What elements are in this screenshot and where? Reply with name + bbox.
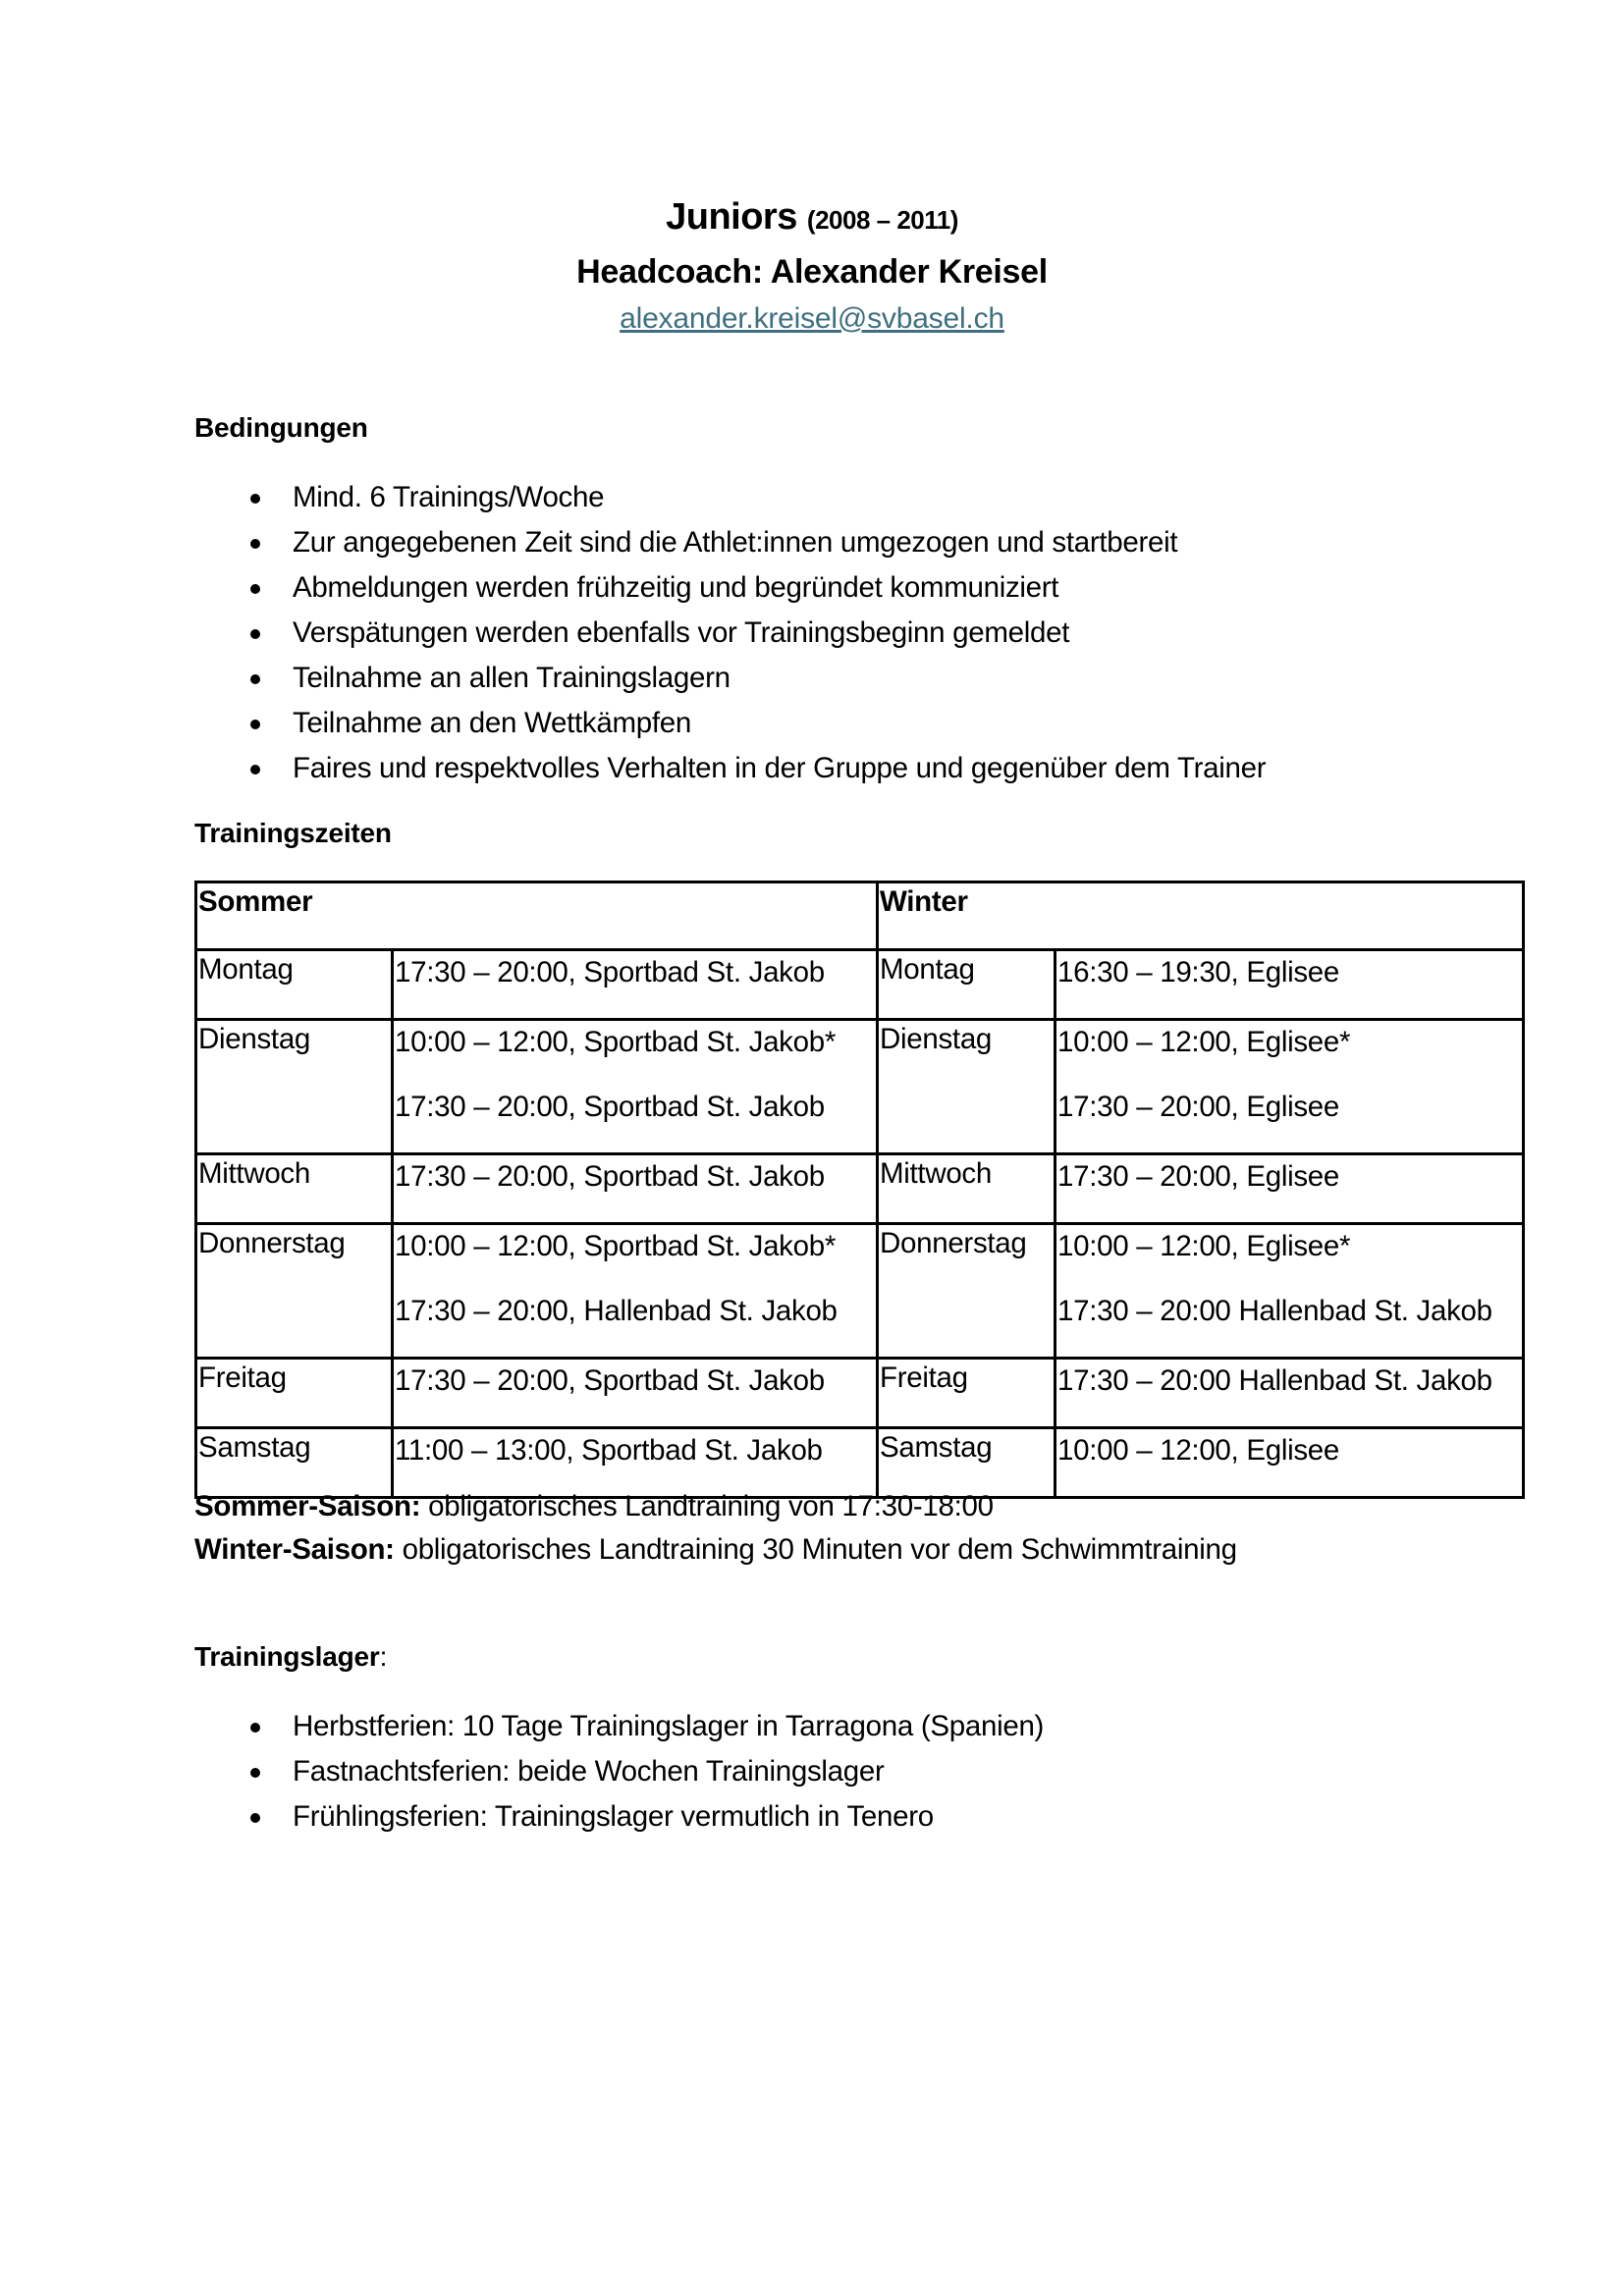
- list-item: Abmeldungen werden frühzeitig und begründet kommuniziert: [194, 565, 1266, 611]
- winter-time: 10:00 – 12:00, Eglisee: [1056, 1428, 1524, 1498]
- summer-day: Mittwoch: [196, 1154, 393, 1224]
- summer-time: 10:00 – 12:00, Sportbad St. Jakob* 17:30 – 20:00, Hallenbad St. Jakob: [393, 1224, 878, 1359]
- bullet-icon: [250, 1813, 260, 1823]
- winter-time: 16:30 – 19:30, Eglisee: [1056, 950, 1524, 1020]
- summer-header: Sommer: [196, 882, 878, 950]
- list-item: Faires und respektvolles Verhalten in der Gruppe und gegenüber dem Trainer: [194, 746, 1266, 791]
- bullet-icon: [250, 720, 260, 729]
- bullet-icon: [250, 539, 260, 549]
- list-item: Frühlingsferien: Trainingslager vermutlich in Tenero: [194, 1794, 1044, 1840]
- headcoach-line: Headcoach: Alexander Kreisel: [576, 253, 1048, 291]
- summer-day: Freitag: [196, 1359, 393, 1428]
- summer-season-note: Sommer-Saison: obligatorisches Landtraining von 17:30-18:00: [194, 1490, 994, 1522]
- schedule-heading: Trainingszeiten: [194, 818, 392, 848]
- title-text: Juniors: [666, 196, 797, 238]
- winter-time: 10:00 – 12:00, Eglisee* 17:30 – 20:00, Eglisee: [1056, 1020, 1524, 1154]
- bullet-icon: [250, 584, 260, 594]
- table-row: [196, 1154, 1524, 1224]
- list-item: Fastnachtsferien: beide Wochen Trainingslager: [194, 1749, 1044, 1794]
- list-item: Teilnahme an den Wettkämpfen: [194, 701, 1266, 746]
- winter-day: Freitag: [878, 1359, 1056, 1428]
- winter-header: Winter: [878, 882, 1524, 950]
- summer-day: Donnerstag: [196, 1224, 393, 1359]
- list-item: Herbstferien: 10 Tage Trainingslager in Tarragona (Spanien): [194, 1704, 1044, 1749]
- list-item: Verspätungen werden ebenfalls vor Trainingsbeginn gemeldet: [194, 611, 1266, 656]
- training-schedule-table: [194, 881, 1525, 1499]
- table-row: [196, 1359, 1524, 1428]
- table-header-row: [196, 882, 1524, 950]
- summer-season-label: Sommer-Saison:: [194, 1490, 421, 1522]
- bullet-icon: [250, 765, 260, 774]
- winter-time: 10:00 – 12:00, Eglisee* 17:30 – 20:00 Hallenbad St. Jakob: [1056, 1224, 1524, 1359]
- table-row: [196, 950, 1524, 1020]
- summer-time: 11:00 – 13:00, Sportbad St. Jakob: [393, 1428, 878, 1498]
- camps-heading: Trainingslager:: [194, 1641, 388, 1672]
- table-row: [196, 1224, 1524, 1359]
- winter-day: Mittwoch: [878, 1154, 1056, 1224]
- summer-time: 17:30 – 20:00, Sportbad St. Jakob: [393, 1359, 878, 1428]
- conditions-heading: Bedingungen: [194, 412, 368, 443]
- page-title: [0, 196, 1624, 239]
- summer-day: Montag: [196, 950, 393, 1020]
- summer-time: 10:00 – 12:00, Sportbad St. Jakob* 17:30 – 20:00, Sportbad St. Jakob: [393, 1020, 878, 1154]
- winter-season-label: Winter-Saison:: [194, 1533, 395, 1566]
- summer-day: Dienstag: [196, 1020, 393, 1154]
- table-row: [196, 1020, 1524, 1154]
- winter-day: Dienstag: [878, 1020, 1056, 1154]
- list-item: Mind. 6 Trainings/Woche: [194, 475, 1266, 520]
- bullet-icon: [250, 629, 260, 639]
- email-link[interactable]: alexander.kreisel@svbasel.ch: [620, 302, 1004, 335]
- winter-season-note: Winter-Saison: obligatorisches Landtraining 30 Minuten vor dem Schwimmtraining: [194, 1533, 1237, 1566]
- winter-time: 17:30 – 20:00, Eglisee: [1056, 1154, 1524, 1224]
- summer-time: 17:30 – 20:00, Sportbad St. Jakob: [393, 950, 878, 1020]
- winter-day: Montag: [878, 950, 1056, 1020]
- title-years: (2008 – 2011): [806, 205, 958, 235]
- list-item: Zur angegebenen Zeit sind die Athlet:innen umgezogen und startbereit: [194, 520, 1266, 565]
- summer-time: 17:30 – 20:00, Sportbad St. Jakob: [393, 1154, 878, 1224]
- table-row: [196, 1428, 1524, 1498]
- bullet-icon: [250, 674, 260, 684]
- summer-day: Samstag: [196, 1428, 393, 1498]
- bullet-icon: [250, 494, 260, 504]
- conditions-list: [194, 475, 1266, 791]
- winter-day: Donnerstag: [878, 1224, 1056, 1359]
- camps-list: [194, 1704, 1044, 1840]
- winter-time: 17:30 – 20:00 Hallenbad St. Jakob: [1056, 1359, 1524, 1428]
- bullet-icon: [250, 1768, 260, 1778]
- bullet-icon: [250, 1723, 260, 1733]
- list-item: Teilnahme an allen Trainingslagern: [194, 656, 1266, 701]
- winter-day: Samstag: [878, 1428, 1056, 1498]
